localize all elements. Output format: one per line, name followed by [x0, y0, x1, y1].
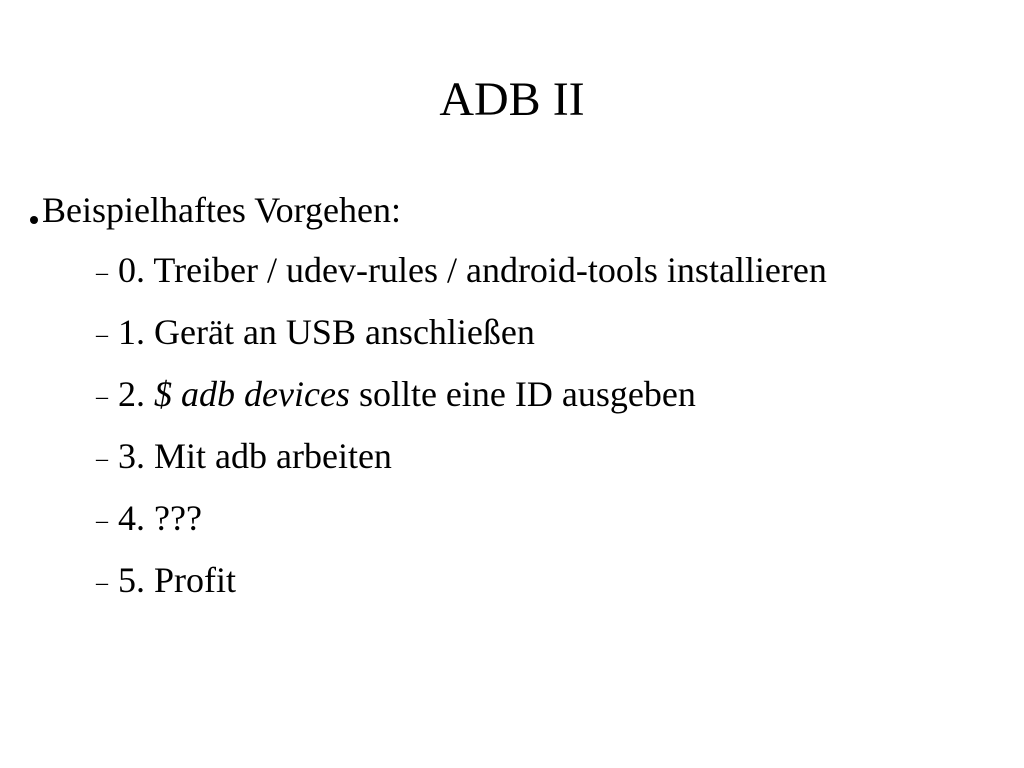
- step-command: $ adb devices: [154, 374, 350, 414]
- step-text: 2.: [118, 374, 154, 414]
- step-text: 5. Profit: [118, 560, 237, 600]
- dash-bullet-icon: –: [96, 260, 108, 286]
- main-bullet: [30, 186, 401, 234]
- dash-bullet-icon: –: [96, 322, 108, 348]
- steps-list: [96, 246, 827, 618]
- dash-bullet-icon: –: [96, 446, 108, 472]
- dash-bullet-icon: –: [96, 384, 108, 410]
- step-item: [96, 556, 827, 604]
- step-text: 4. ???: [118, 498, 202, 538]
- step-text: 3. Mit adb arbeiten: [118, 436, 392, 476]
- dash-bullet-icon: –: [96, 570, 108, 596]
- slide-title: ADB II: [439, 73, 585, 126]
- dash-bullet-icon: –: [96, 508, 108, 534]
- step-text: 0. Treiber / udev-rules / android-tools installieren: [118, 250, 827, 290]
- step-text-suffix: sollte eine ID ausgeben: [349, 374, 696, 414]
- step-item: [96, 246, 827, 294]
- step-item: [96, 432, 827, 480]
- step-item: [96, 494, 827, 542]
- step-text: 1. Gerät an USB anschließen: [118, 312, 535, 352]
- main-bullet-text: Beispielhaftes Vorgehen:: [42, 190, 401, 230]
- step-item: [96, 308, 827, 356]
- step-item: [96, 370, 827, 418]
- bullet-dot-icon: [30, 216, 38, 224]
